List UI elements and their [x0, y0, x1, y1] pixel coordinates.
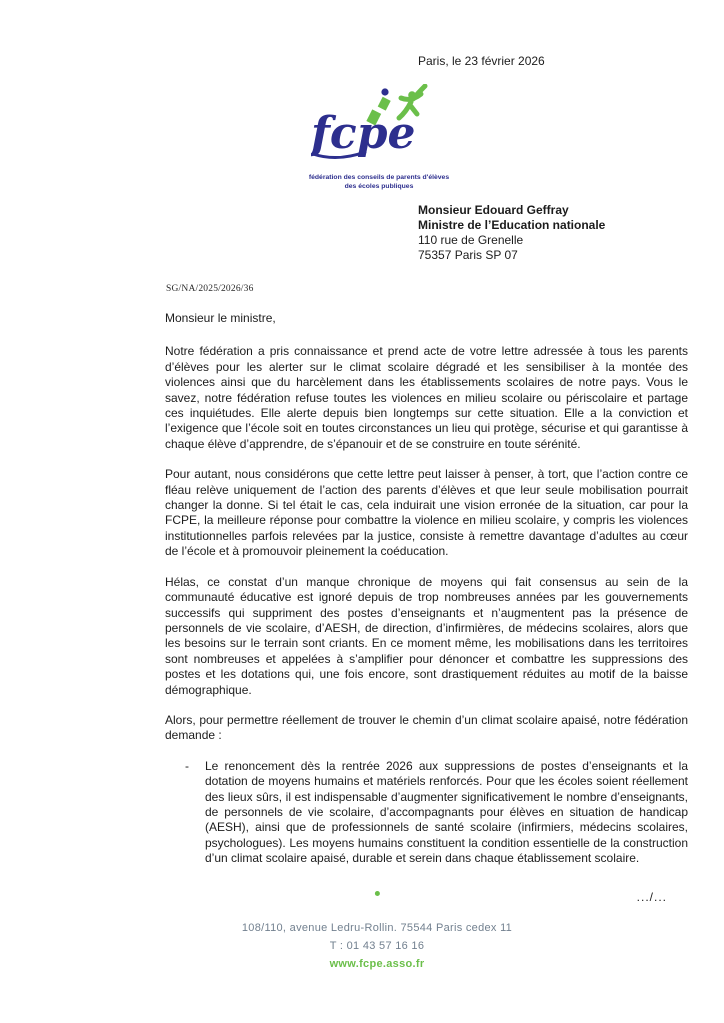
list-item: [165, 759, 688, 867]
recipient-name: Monsieur Edouard Geffray: [418, 203, 569, 217]
paragraph-4: Alors, pour permettre réellement de trouver le chemin d’un climat scolaire apaisé, notre fédération demande :: [165, 712, 688, 743]
fcpe-logo: [305, 84, 453, 191]
recipient-street: 110 rue de Grenelle: [418, 233, 524, 247]
letter-footer: [242, 891, 512, 973]
reference-number: SG/NA/2025/2026/36: [166, 284, 254, 294]
paragraph-2: Pour autant, nous considérons que cette lettre peut laisser à penser, à tort, que l’action contre ce fléau relève uniquement de l’action des parents d’élèves et que leur seule mobilisation pourrait changer la donne. Si tel était le cas, cela induirait une vision erronée de la situation, car pour la FCPE, la meilleure réponse pour combattre la violence en milieu scolaire, y compris les violences institutionnelles parfois relevées par la justice, consiste à remettre davantage d’adultes au cœur de l’école et à promouvoir pleinement la coéducation.: [165, 467, 688, 559]
continuation-mark: .../...: [636, 889, 667, 904]
footer-dot-icon: [375, 891, 380, 896]
recipient-city: 75357 Paris SP 07: [418, 248, 518, 262]
footer-website: www.fcpe.asso.fr: [329, 958, 425, 970]
recipient-address-block: [418, 203, 605, 263]
fcpe-logo-icon: [311, 84, 447, 166]
list-item-marker: -: [185, 758, 189, 773]
recipient-title: Ministre de l’Education nationale: [418, 218, 606, 232]
logo-caption: [305, 173, 453, 191]
letter-body: [165, 311, 688, 905]
list-item-text: Le renoncement dès la rentrée 2026 aux suppressions de postes d’enseignants et la dotation de moyens humains et matériels renforcés. Pour que les écoles soient réellement des lieux sûrs, il est indispensable d’augmenter significativement le nombre d’enseignants, de personnels de vie scolaire, d’accompagnants pour élèves en situation de handicap (AESH), ainsi que de professionnels de santé scolaire (infirmiers, médecins scolaires, psychologues). Les moyens humains constituent la condition essentielle de la construction d’un climat scolaire apaisé, durable et serein dans chaque établissement scolaire.: [205, 758, 688, 866]
logo-caption-line1: fédération des conseils de parents d'élèves: [308, 174, 450, 181]
paragraph-3: Hélas, ce constat d’un manque chronique de moyens qui fait consensus au sein de la communauté éducative est ignoré depuis de trop nombreuses années par les gouvernements successifs qui suppriment des postes d’enseignants et n’augmentent pas la présence de personnels de vie scolaire, d’AESH, de direction, d’infirmières, de médecins scolaires, alors que les besoins sur le terrain sont criants. En ce moment même, les mobilisations dans les territoires sont nombreuses et appelées à s’amplifier pour dénoncer et combattre les suppressions des postes et les dotations qui, une fois encore, sont drastiquement réduites au motif de la baisse démographique.: [165, 574, 688, 697]
footer-address: 108/110, avenue Ledru-Rollin. 75544 Paris cedex 11: [241, 922, 513, 934]
salutation: Monsieur le ministre,: [165, 311, 276, 325]
logo-caption-line2: des écoles publiques: [344, 183, 414, 190]
date-line: Paris, le 23 février 2026: [418, 54, 545, 68]
fcpe-wordmark: fcpe: [311, 108, 416, 159]
footer-phone: T : 01 43 57 16 16: [329, 940, 425, 952]
paragraph-1: Notre fédération a pris connaissance et prend acte de votre lettre adressée à tous les parents d’élèves pour les alerter sur le climat scolaire dégradé et les sensibiliser à la montée des violences ainsi que du harcèlement dans les établissements scolaires de notre pays. Vous le savez, notre fédération refuse toutes les violences en milieu scolaire ou périscolaire et partage ces inquiétudes. Elle alerte depuis bien longtemps sur cette situation. Elle a la conviction et l’exigence que l’école soit en toutes circonstances un lieu qui protège, sécurise et qui garantisse à chaque élève d’apprendre, de s’épanouir et de se construire en toute sérénité.: [165, 344, 688, 451]
